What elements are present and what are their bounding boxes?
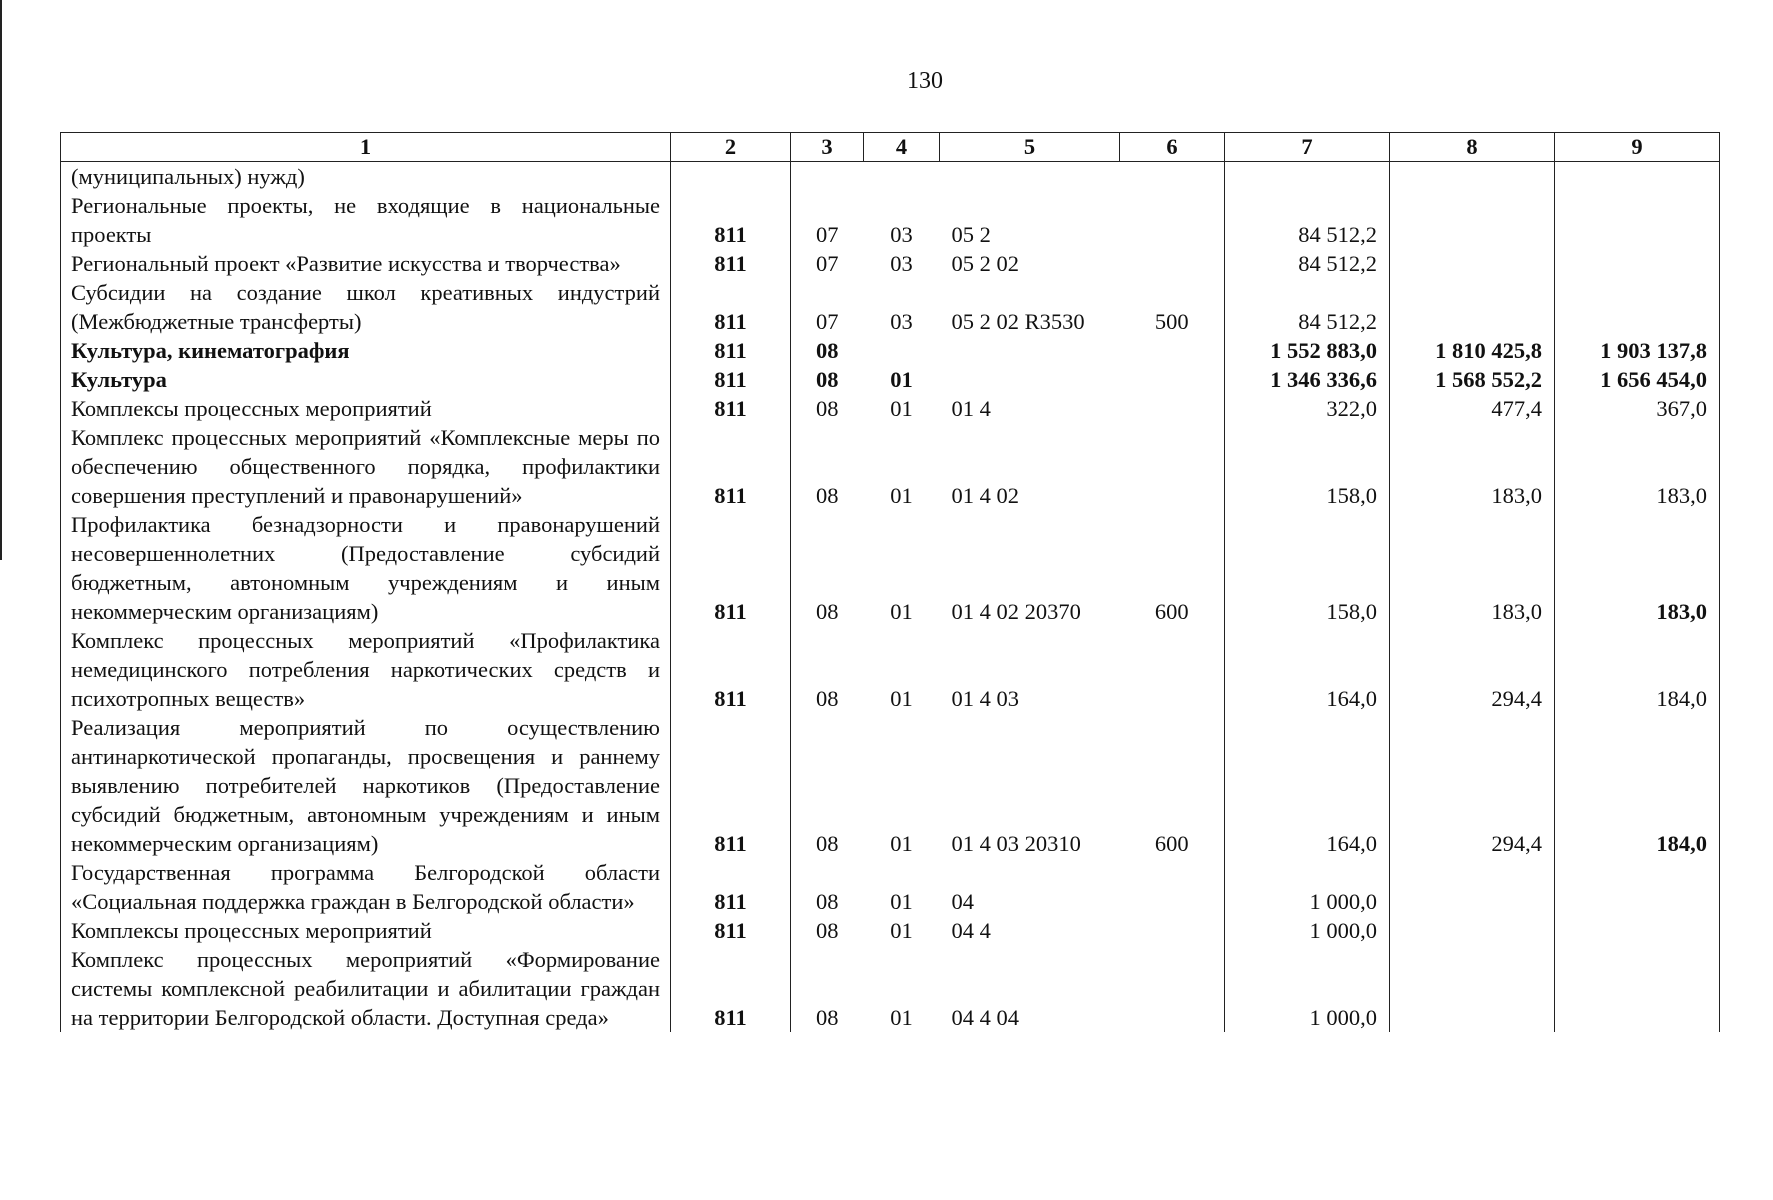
cell-target-article: 01 4 02	[951, 483, 1019, 508]
cell-amount-year1: 84 512,2	[1225, 278, 1390, 336]
cell-section: 08	[791, 626, 864, 713]
cell-subsection: 01	[890, 831, 913, 856]
cell-expense-type	[1120, 626, 1225, 713]
cell-target-article	[940, 162, 1120, 192]
cell-amount-year2	[1390, 916, 1555, 945]
cell-amount-year3: 183,0	[1555, 423, 1720, 510]
cell-subsection: 03	[890, 251, 913, 276]
cell-target-article	[940, 336, 1120, 365]
cell-expense-type	[1120, 858, 1225, 916]
cell-subsection	[864, 162, 940, 192]
cell-ministry-code: 811	[671, 336, 791, 365]
cell-expense-type	[1120, 945, 1225, 1032]
table-row	[61, 423, 1720, 510]
cell-subsection: 01	[890, 918, 913, 943]
cell-subsection: 01	[890, 889, 913, 914]
cell-ministry-code: 811	[671, 626, 791, 713]
cell-amount-year1: 1 000,0	[1225, 916, 1390, 945]
column-header: 7	[1225, 133, 1390, 162]
cell-target-article: 05 2 02 R3530	[951, 309, 1085, 334]
cell-amount-year1: 164,0	[1225, 713, 1390, 858]
cell-amount-year2: 294,4	[1390, 626, 1555, 713]
cell-amount-year3	[1555, 249, 1720, 278]
row-name: Профилактика безнадзорности и правонарушений несовершеннолетних (Предоставление субсидий бюджетным, автономным учреждениям и иным некоммерческим организациям)	[61, 510, 671, 626]
cell-amount-year3: 184,0	[1555, 626, 1720, 713]
cell-amount-year2: 477,4	[1390, 394, 1555, 423]
table-row	[61, 191, 1720, 249]
cell-expense-type	[1120, 191, 1225, 249]
cell-amount-year3	[1555, 916, 1720, 945]
cell-amount-year3	[1555, 858, 1720, 916]
cell-amount-year3	[1555, 191, 1720, 249]
cell-amount-year2: 1 568 552,2	[1390, 365, 1555, 394]
cell-ministry-code: 811	[671, 394, 791, 423]
cell-ministry-code: 811	[671, 191, 791, 249]
cell-amount-year1: 164,0	[1225, 626, 1390, 713]
column-header: 9	[1555, 133, 1720, 162]
table-row	[61, 394, 1720, 423]
cell-section: 08	[791, 365, 864, 394]
row-name: Комплекс процессных мероприятий «Профилактика немедицинского потребления наркотических средств и психотропных веществ»	[61, 626, 671, 713]
cell-ministry-code: 811	[671, 249, 791, 278]
cell-amount-year1: 84 512,2	[1225, 191, 1390, 249]
cell-subsection	[864, 336, 940, 365]
column-header: 8	[1390, 133, 1555, 162]
column-header: 2	[671, 133, 791, 162]
table-row	[61, 162, 1720, 192]
column-header: 4	[864, 133, 940, 162]
cell-amount-year2: 294,4	[1390, 713, 1555, 858]
cell-ministry-code: 811	[671, 423, 791, 510]
table-row	[61, 249, 1720, 278]
table-row	[61, 858, 1720, 916]
cell-ministry-code: 811	[671, 713, 791, 858]
cell-ministry-code: 811	[671, 365, 791, 394]
column-header: 5	[940, 133, 1120, 162]
cell-target-article: 01 4 02 20370	[951, 599, 1081, 624]
table-row	[61, 365, 1720, 394]
cell-expense-type	[1120, 162, 1225, 192]
cell-section: 08	[791, 423, 864, 510]
cell-amount-year1	[1225, 162, 1390, 192]
cell-target-article: 05 2	[951, 222, 991, 247]
cell-ministry-code	[671, 162, 791, 192]
cell-section: 08	[791, 945, 864, 1032]
table-row	[61, 945, 1720, 1032]
cell-amount-year3: 1 656 454,0	[1555, 365, 1720, 394]
cell-subsection: 01	[890, 1005, 913, 1030]
column-header: 1	[61, 133, 671, 162]
row-name: Комплекс процессных мероприятий «Комплексные меры по обеспечению общественного порядка, профилактики совершения преступлений и правонарушений»	[61, 423, 671, 510]
table-row	[61, 916, 1720, 945]
cell-amount-year1: 1 000,0	[1225, 858, 1390, 916]
row-name: Культура	[61, 365, 671, 394]
cell-expense-type: 500	[1120, 278, 1225, 336]
cell-ministry-code: 811	[671, 278, 791, 336]
row-name: Государственная программа Белгородской области «Социальная поддержка граждан в Белгородской области»	[61, 858, 671, 916]
cell-amount-year1: 322,0	[1225, 394, 1390, 423]
cell-subsection: 01	[890, 599, 913, 624]
cell-section: 08	[791, 336, 864, 365]
row-name: Субсидии на создание школ креативных индустрий (Межбюджетные трансферты)	[61, 278, 671, 336]
row-name: Культура, кинематография	[61, 336, 671, 365]
cell-target-article	[940, 365, 1120, 394]
cell-expense-type: 600	[1120, 713, 1225, 858]
cell-amount-year2: 1 810 425,8	[1390, 336, 1555, 365]
cell-amount-year1: 158,0	[1225, 510, 1390, 626]
cell-subsection: 03	[890, 309, 913, 334]
cell-amount-year3: 183,0	[1555, 510, 1720, 626]
cell-amount-year2	[1390, 858, 1555, 916]
cell-section: 08	[791, 713, 864, 858]
cell-ministry-code: 811	[671, 858, 791, 916]
cell-expense-type	[1120, 336, 1225, 365]
table-row	[61, 336, 1720, 365]
cell-amount-year2	[1390, 278, 1555, 336]
row-name: Комплексы процессных мероприятий	[61, 394, 671, 423]
cell-section: 07	[791, 278, 864, 336]
cell-amount-year2: 183,0	[1390, 510, 1555, 626]
cell-amount-year3	[1555, 945, 1720, 1032]
cell-amount-year1: 158,0	[1225, 423, 1390, 510]
cell-expense-type	[1120, 423, 1225, 510]
row-name: Реализация мероприятий по осуществлению антинаркотической пропаганды, просвещения и раннему выявлению потребителей наркотиков (Предоставление субсидий бюджетным, автономным учреждениям и иным некоммерческим организациям)	[61, 713, 671, 858]
cell-section: 08	[791, 510, 864, 626]
row-name: (муниципальных) нужд)	[61, 162, 671, 192]
cell-amount-year3: 367,0	[1555, 394, 1720, 423]
cell-amount-year3: 184,0	[1555, 713, 1720, 858]
cell-amount-year2	[1390, 945, 1555, 1032]
cell-expense-type	[1120, 365, 1225, 394]
cell-amount-year3	[1555, 278, 1720, 336]
cell-subsection: 03	[890, 222, 913, 247]
row-name: Комплексы процессных мероприятий	[61, 916, 671, 945]
cell-target-article: 04	[951, 889, 974, 914]
cell-section: 08	[791, 394, 864, 423]
cell-target-article: 04 4	[951, 918, 991, 943]
table-header-row	[61, 133, 1720, 162]
cell-amount-year2	[1390, 162, 1555, 192]
cell-amount-year1: 1 346 336,6	[1225, 365, 1390, 394]
cell-section: 07	[791, 249, 864, 278]
table-row	[61, 278, 1720, 336]
cell-subsection: 01	[890, 483, 913, 508]
cell-section: 08	[791, 858, 864, 916]
cell-expense-type: 600	[1120, 510, 1225, 626]
cell-ministry-code: 811	[671, 510, 791, 626]
cell-expense-type	[1120, 394, 1225, 423]
cell-amount-year3: 1 903 137,8	[1555, 336, 1720, 365]
cell-target-article: 01 4	[951, 396, 991, 421]
cell-target-article: 01 4 03 20310	[951, 831, 1081, 856]
cell-amount-year1: 1 000,0	[1225, 945, 1390, 1032]
cell-target-article: 05 2 02	[951, 251, 1019, 276]
table-row	[61, 510, 1720, 626]
cell-section	[791, 162, 864, 192]
cell-amount-year2	[1390, 191, 1555, 249]
cell-expense-type	[1120, 916, 1225, 945]
table-row	[61, 626, 1720, 713]
cell-subsection: 01	[890, 396, 913, 421]
row-name: Комплекс процессных мероприятий «Формирование системы комплексной реабилитации и абилитации граждан на территории Белгородской области. Доступная среда»	[61, 945, 671, 1032]
cell-amount-year2	[1390, 249, 1555, 278]
row-name: Региональный проект «Развитие искусства и творчества»	[61, 249, 671, 278]
cell-section: 07	[791, 191, 864, 249]
column-header: 3	[791, 133, 864, 162]
cell-amount-year1: 84 512,2	[1225, 249, 1390, 278]
column-header: 6	[1120, 133, 1225, 162]
cell-section: 08	[791, 916, 864, 945]
cell-amount-year2: 183,0	[1390, 423, 1555, 510]
cell-amount-year1: 1 552 883,0	[1225, 336, 1390, 365]
cell-target-article: 01 4 03	[951, 686, 1019, 711]
cell-subsection: 01	[890, 367, 913, 392]
cell-subsection: 01	[890, 686, 913, 711]
cell-ministry-code: 811	[671, 945, 791, 1032]
cell-amount-year3	[1555, 162, 1720, 192]
table-row	[61, 713, 1720, 858]
row-name: Региональные проекты, не входящие в национальные проекты	[61, 191, 671, 249]
cell-target-article: 04 4 04	[951, 1005, 1019, 1030]
page-number: 130	[907, 68, 943, 94]
cell-ministry-code: 811	[671, 916, 791, 945]
cell-expense-type	[1120, 249, 1225, 278]
budget-table	[60, 132, 1720, 1032]
